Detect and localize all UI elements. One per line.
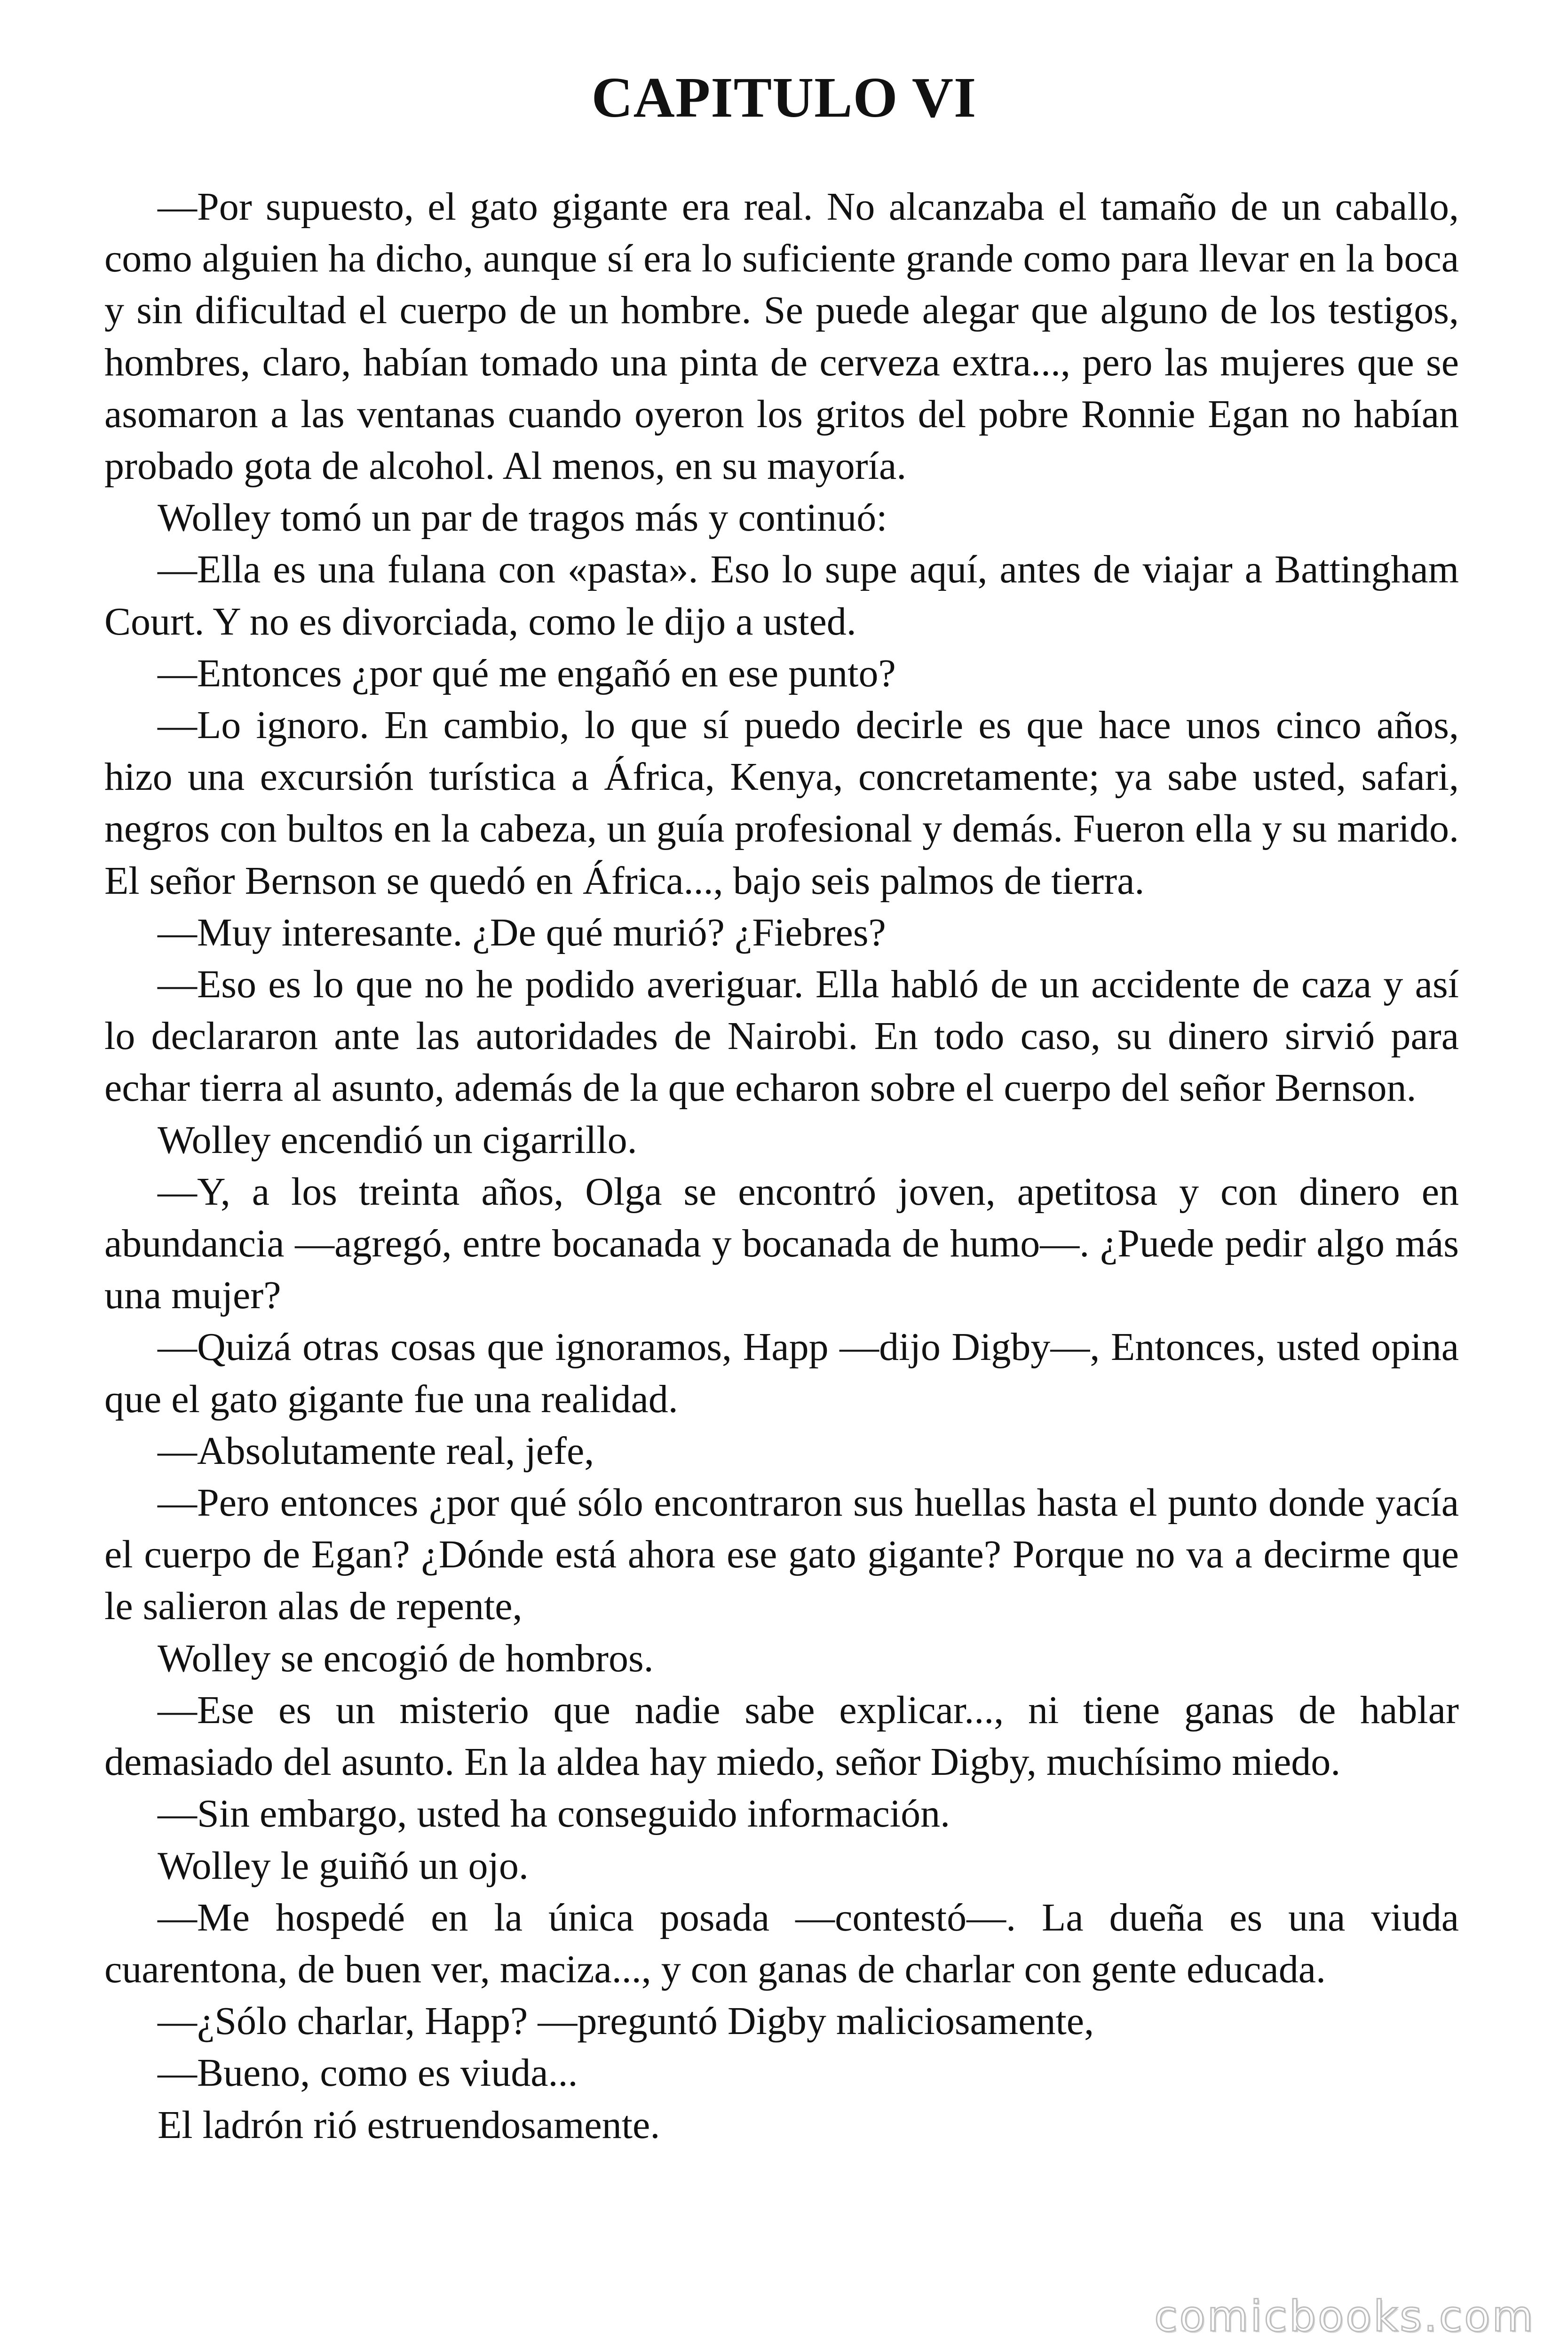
paragraph: Wolley se encogió de hombros. — [158, 1636, 654, 1680]
paragraph: —¿Sólo charlar, Happ? —preguntó Digby maliciosamente, — [158, 1999, 1094, 2043]
paragraph: Wolley encendió un cigarrillo. — [158, 1118, 637, 1162]
paragraph: —Bueno, como es viuda... — [158, 2051, 578, 2095]
paragraph: —Entonces ¿por qué me engañó en ese punto? — [158, 651, 896, 695]
chapter-body — [104, 181, 1459, 2151]
paragraph: El ladrón rió estruendosamente. — [158, 2103, 660, 2147]
paragraph: —Por supuesto, el gato gigante era real. No alcanzaba el tamaño de un caballo, como alguien ha dicho, aunque sí era lo suficiente grande como para llevar en la boca y sin dificultad el cuerpo de un hombre. Se puede alegar que alguno de los testigos, hombres, claro, habían tomado una pinta de cerveza extra..., pero las mujeres que se asomaron a las ventanas cuando oyeron los gritos del pobre Ronnie Egan no habían probado gota de alcohol. Al menos, en su mayoría. — [104, 185, 1459, 488]
paragraph: Wolley le guiñó un ojo. — [158, 1843, 529, 1888]
paragraph: —Ella es una fulana con «pasta». Eso lo supe aquí, antes de viajar a Battingham Court. Y no es divorciada, como le dijo a usted. — [104, 548, 1459, 644]
paragraph: —Sin embargo, usted ha conseguido información. — [158, 1792, 950, 1836]
paragraph: —Quizá otras cosas que ignoramos, Happ —dijo Digby—, Entonces, usted opina que el gato gigante fue una realidad. — [104, 1325, 1459, 1421]
paragraph: —Pero entonces ¿por qué sólo encontraron sus huellas hasta el punto donde yacía el cuerpo de Egan? ¿Dónde está ahora ese gato gigante? Porque no va a decirme que le salieron alas de repente, — [104, 1481, 1459, 1629]
paragraph: —Ese es un misterio que nadie sabe explicar..., ni tiene ganas de hablar demasiado del asunto. En la aldea hay miedo, señor Digby, muchísimo miedo. — [104, 1688, 1459, 1784]
paragraph: —Eso es lo que no he podido averiguar. Ella habló de un accidente de caza y así lo declararon ante las autoridades de Nairobi. En todo caso, su dinero sirvió para echar tierra al asunto, además de la que echaron sobre el cuerpo del señor Bernson. — [104, 962, 1459, 1110]
paragraph: —Me hospedé en la única posada —contestó—. La dueña es una viuda cuarentona, de buen ver, maciza..., y con ganas de charlar con gente educada. — [104, 1895, 1459, 1991]
paragraph: —Muy interesante. ¿De qué murió? ¿Fiebres? — [158, 910, 886, 954]
watermark-logo: comicbooks.com — [1154, 2292, 1535, 2341]
paragraph: Wolley tomó un par de tragos más y continuó: — [158, 496, 887, 540]
chapter-title: CAPITULO VI — [591, 66, 977, 129]
paragraph: —Y, a los treinta años, Olga se encontró joven, apetitosa y con dinero en abundancia —agregó, entre bocanada y bocanada de humo—. ¿Puede pedir algo más una mujer? — [104, 1169, 1459, 1318]
paragraph: —Absolutamente real, jefe, — [158, 1429, 594, 1473]
paragraph: —Lo ignoro. En cambio, lo que sí puedo decirle es que hace unos cinco años, hizo una excursión turística a África, Kenya, concretamente; ya sabe usted, safari, negros con bultos en la cabeza, un guía profesional y demás. Fueron ella y su marido. El señor Bernson se quedó en África..., bajo seis palmos de tierra. — [104, 703, 1459, 903]
